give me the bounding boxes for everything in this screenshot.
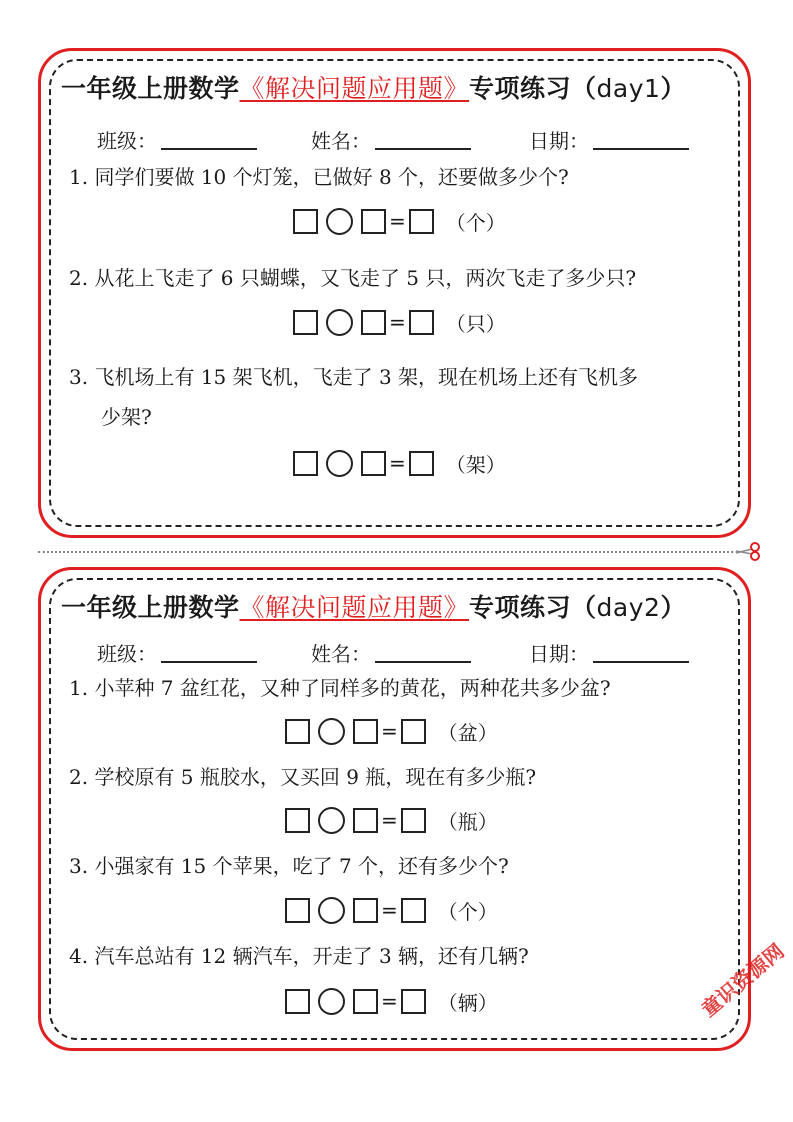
date-field[interactable] [529, 638, 689, 667]
question-4: 4. 汽车总站有 12 辆汽车，开走了 3 辆，还有几辆? [69, 944, 529, 968]
answer-box[interactable] [285, 989, 310, 1014]
answer-box[interactable] [293, 209, 318, 234]
date-label: 日期： [529, 642, 589, 666]
scissors-icon [734, 538, 762, 566]
equals-sign: = [389, 310, 406, 334]
answer-box[interactable] [285, 808, 310, 833]
equation-2[interactable] [293, 307, 506, 337]
class-field[interactable] [97, 638, 257, 667]
equation-1[interactable] [293, 206, 506, 236]
worksheet-card-day1 [38, 48, 751, 538]
operator-circle[interactable] [326, 208, 353, 235]
cut-line [38, 551, 733, 553]
title-suffix: 专项练习（ [469, 74, 597, 103]
class-blank[interactable] [161, 128, 257, 150]
worksheet-title [61, 69, 686, 105]
operator-circle[interactable] [318, 897, 345, 924]
title-close: ） [660, 74, 686, 103]
day-label: day2 [596, 593, 661, 622]
equals-sign: = [389, 209, 406, 233]
answer-box[interactable] [361, 209, 386, 234]
question-3-continued: 少架? [101, 405, 152, 429]
equals-sign: = [381, 989, 398, 1013]
equals-sign: = [381, 898, 398, 922]
unit-label: （个） [445, 210, 506, 235]
unit-label: （辆） [437, 990, 498, 1015]
date-label: 日期： [529, 129, 589, 153]
class-label: 班级： [97, 642, 157, 666]
operator-circle[interactable] [318, 988, 345, 1015]
name-label: 姓名： [311, 129, 371, 153]
equals-sign: = [389, 451, 406, 475]
unit-label: （只） [445, 311, 506, 336]
unit-label: （架） [445, 452, 506, 477]
result-box[interactable] [401, 808, 426, 833]
equation-4[interactable] [285, 986, 498, 1016]
class-field[interactable] [97, 125, 257, 154]
class-blank[interactable] [161, 641, 257, 663]
answer-box[interactable] [353, 989, 378, 1014]
result-box[interactable] [401, 898, 426, 923]
unit-label: （盆） [437, 720, 498, 745]
operator-circle[interactable] [318, 718, 345, 745]
name-label: 姓名： [311, 642, 371, 666]
question-3: 3. 小强家有 15 个苹果，吃了 7 个，还有多少个? [69, 854, 509, 878]
equation-1[interactable] [285, 716, 498, 746]
equals-sign: = [381, 808, 398, 832]
operator-circle[interactable] [318, 807, 345, 834]
question-2: 2. 学校原有 5 瓶胶水，又买回 9 瓶，现在有多少瓶? [69, 765, 537, 789]
operator-circle[interactable] [326, 450, 353, 477]
title-prefix: 一年级上册数学 [61, 593, 240, 622]
answer-box[interactable] [361, 310, 386, 335]
answer-box[interactable] [353, 898, 378, 923]
name-blank[interactable] [375, 128, 471, 150]
day-label: day1 [596, 74, 661, 103]
answer-box[interactable] [285, 898, 310, 923]
date-blank[interactable] [593, 128, 689, 150]
question-3: 3. 飞机场上有 15 架飞机，飞走了 3 架，现在机场上还有飞机多 [69, 365, 639, 389]
title-highlight: 《解决问题应用题》 [239, 74, 470, 103]
answer-box[interactable] [353, 719, 378, 744]
name-blank[interactable] [375, 641, 471, 663]
result-box[interactable] [409, 451, 434, 476]
title-close: ） [660, 593, 686, 622]
unit-label: （瓶） [437, 809, 498, 834]
answer-box[interactable] [293, 310, 318, 335]
info-row [97, 638, 737, 666]
result-box[interactable] [401, 989, 426, 1014]
title-suffix: 专项练习（ [469, 593, 597, 622]
equation-2[interactable] [285, 805, 498, 835]
result-box[interactable] [401, 719, 426, 744]
answer-box[interactable] [293, 451, 318, 476]
info-row [97, 125, 737, 153]
title-prefix: 一年级上册数学 [61, 74, 240, 103]
equals-sign: = [381, 719, 398, 743]
result-box[interactable] [409, 209, 434, 234]
worksheet-card-day2 [38, 567, 751, 1051]
equation-3[interactable] [285, 895, 498, 925]
question-1: 1. 小苹种 7 盆红花，又种了同样多的黄花，两种花共多少盆? [69, 676, 611, 700]
answer-box[interactable] [361, 451, 386, 476]
class-label: 班级： [97, 129, 157, 153]
answer-box[interactable] [285, 719, 310, 744]
worksheet-title [61, 588, 686, 624]
question-2: 2. 从花上飞走了 6 只蝴蝶，又飞走了 5 只，两次飞走了多少只? [69, 266, 637, 290]
watermark: 童识资源网 [696, 938, 789, 1022]
date-field[interactable] [529, 125, 689, 154]
name-field[interactable] [311, 125, 471, 154]
unit-label: （个） [437, 899, 498, 924]
date-blank[interactable] [593, 641, 689, 663]
equation-3[interactable] [293, 448, 506, 478]
name-field[interactable] [311, 638, 471, 667]
operator-circle[interactable] [326, 309, 353, 336]
answer-box[interactable] [353, 808, 378, 833]
title-highlight: 《解决问题应用题》 [239, 593, 470, 622]
question-1: 1. 同学们要做 10 个灯笼，已做好 8 个，还要做多少个? [69, 165, 569, 189]
result-box[interactable] [409, 310, 434, 335]
